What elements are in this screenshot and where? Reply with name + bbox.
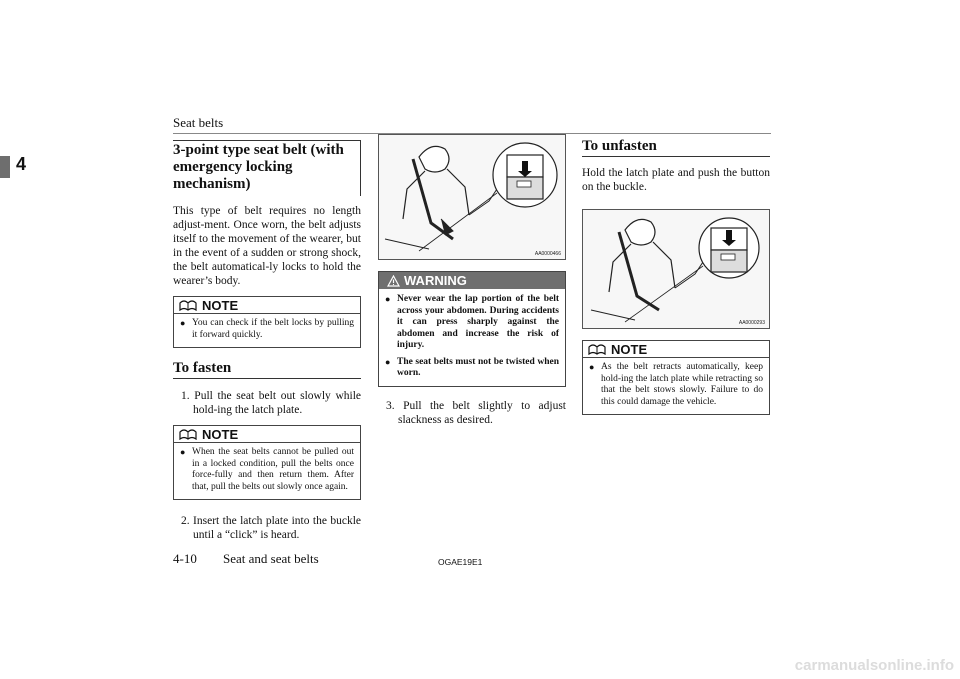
chapter-number: 4	[16, 154, 27, 174]
figure-code: AA0000293	[738, 320, 765, 326]
bullet-dot: ●	[180, 318, 186, 328]
note-label: NOTE	[202, 426, 239, 442]
illustration-release-buckle	[582, 209, 770, 329]
column-1	[173, 140, 361, 542]
note-item	[583, 358, 769, 414]
watermark: carmanualsonline.info	[794, 657, 954, 674]
warning-label: WARNING	[404, 273, 467, 288]
step-3: 3. Pull the belt slightly to adjust slackness as desired.	[386, 399, 566, 426]
warning-box	[378, 271, 566, 387]
bullet-dot: ●	[385, 294, 391, 304]
note-icon	[178, 428, 198, 440]
seatbelt-unfasten-illustration	[583, 210, 771, 328]
step-2: 2. Insert the latch plate into the buckle until a “click” is heard.	[181, 515, 361, 541]
warning-header	[379, 272, 565, 289]
chapter-title: Seat and seat belts	[223, 551, 319, 566]
figure-code: AA0000466	[534, 251, 561, 257]
note-header	[174, 426, 360, 443]
note-icon	[178, 299, 198, 311]
note-icon	[587, 343, 607, 355]
warning-text-lap: Never wear the lap portion of the belt across your abdomen. During accidents it can press sharply against the abdomen and increase the risk of injury.	[397, 294, 559, 350]
chapter-tab	[0, 156, 10, 178]
intro-paragraph: This type of belt requires no length adjust-ment. Once worn, the belt adjusts itself to the movement of the wearer, but in the event of a sudden or strong shock, the belt automatical-ly locks to hold the wearer’s body.	[173, 205, 361, 287]
document-code: OGAE19E1	[438, 557, 483, 567]
step-1: 1. Pull the seat belt out slowly while hold-ing the latch plate.	[181, 390, 361, 416]
note-header	[583, 341, 769, 358]
note-item	[174, 443, 360, 499]
warning-text-twist: The seat belts must not be twisted when worn.	[397, 356, 559, 378]
illustration-insert-latch	[378, 134, 566, 260]
note-label: NOTE	[611, 341, 648, 357]
to-fasten-heading: To fasten	[173, 360, 361, 379]
page-number: 4-10	[173, 551, 197, 566]
seatbelt-fasten-illustration	[379, 135, 567, 259]
note-text: You can check if the belt locks by pulling it forward quickly.	[192, 318, 354, 340]
note-box-check-lock	[173, 296, 361, 348]
column-3	[582, 138, 770, 415]
note-box-locked-belt	[173, 425, 361, 500]
unfasten-paragraph: Hold the latch plate and push the button on the buckle.	[582, 167, 770, 193]
note-header	[174, 297, 360, 314]
to-unfasten-heading: To unfasten	[582, 138, 770, 157]
warning-item	[379, 354, 565, 386]
note-text: As the belt retracts automatically, keep hold-ing the latch plate while retracting so that the belt stows slowly. Failure to do this could damage the vehicle.	[601, 362, 763, 407]
column-2	[378, 134, 566, 427]
note-text: When the seat belts cannot be pulled out in a locked condition, pull the belts once force-fully and then return them. After that, pull the belts out slowly once again.	[192, 447, 354, 492]
running-head: Seat belts	[173, 115, 224, 130]
note-label: NOTE	[202, 297, 239, 313]
bullet-dot: ●	[385, 356, 391, 367]
note-box-retract	[582, 340, 770, 415]
bullet-dot: ●	[589, 362, 595, 372]
warning-item	[379, 289, 565, 354]
section-title: 3-point type seat belt (with emergency locking mechanism)	[173, 140, 361, 196]
bullet-dot: ●	[180, 447, 186, 457]
warning-triangle-icon	[387, 275, 400, 287]
note-item	[174, 314, 360, 347]
